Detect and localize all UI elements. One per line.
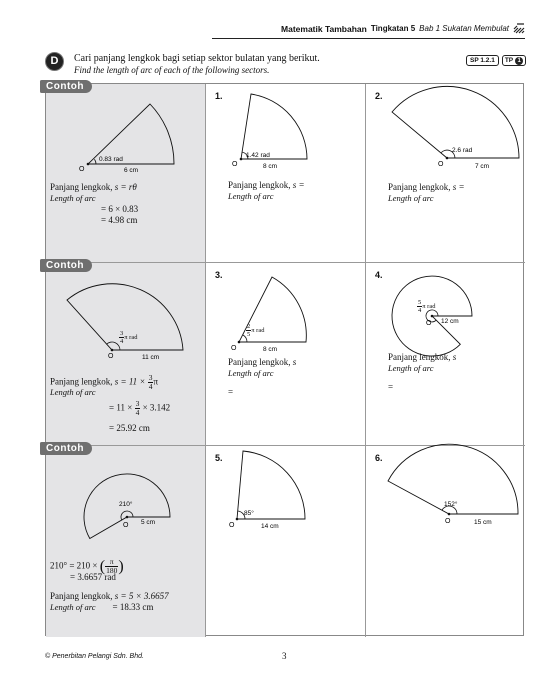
question-cell-3 bbox=[206, 263, 366, 446]
radius-label: 8 cm bbox=[263, 346, 278, 353]
angle-label: 2.6 rad bbox=[452, 147, 473, 154]
exercise-grid bbox=[45, 83, 524, 636]
center-label: O bbox=[79, 166, 85, 173]
angle-label: $\frac{3}{4}$ π rad bbox=[120, 330, 138, 345]
example-3-solution: 210° = 210 × ( $\frac{\pi}{180}$ ) = 3.6657 rad Panjang lengkok, s = 5 × 3.6657 Length of arc = 18.33 cm bbox=[50, 557, 169, 612]
radius-label: 11 cm bbox=[142, 354, 160, 361]
angle-label: 210° bbox=[119, 501, 133, 508]
question-cell-5 bbox=[206, 446, 366, 637]
question-number: 4. bbox=[375, 270, 383, 280]
center-label: O bbox=[229, 522, 235, 529]
center-label: O bbox=[232, 161, 238, 168]
question-1-answer: Panjang lengkok, s = Length of arc bbox=[228, 180, 305, 201]
question-cell-6 bbox=[366, 446, 525, 637]
question-3-answer: Panjang lengkok, s Length of arc = bbox=[228, 357, 297, 397]
sector-figure bbox=[366, 84, 525, 263]
center-label: O bbox=[438, 161, 444, 168]
angle-label: 0.83 rad bbox=[99, 156, 123, 163]
radius-label: 8 cm bbox=[263, 163, 278, 170]
question-cell-2 bbox=[366, 84, 525, 263]
header-rule bbox=[212, 38, 525, 39]
sp-code: SP 1.2.1 bbox=[466, 55, 499, 66]
angle-label: $\frac{2}{5}$ π rad bbox=[247, 323, 265, 338]
standard-tag bbox=[466, 55, 526, 66]
step-2: = 4.98 cm bbox=[101, 215, 138, 225]
arc-label-en: Length of arc bbox=[50, 193, 96, 203]
tp-label: TP bbox=[504, 57, 514, 64]
question-number: 6. bbox=[375, 453, 383, 463]
form-label: Tingkatan 5 bbox=[370, 24, 416, 33]
question-number: 3. bbox=[215, 270, 223, 280]
center-label: O bbox=[108, 353, 114, 360]
subject-title: Matematik Tambahan bbox=[281, 23, 367, 34]
formula: s = rθ bbox=[114, 182, 137, 192]
radius-label: 6 cm bbox=[124, 167, 139, 174]
step-1: = 6 × 0.83 bbox=[101, 204, 139, 214]
page-header bbox=[281, 23, 525, 34]
example-2-solution: Panjang lengkok, s = 11 × $\frac{3}{4}$ π Length of arc = 11 × $\frac{3}{4}$ × 3.142 = 25.92 cm bbox=[50, 373, 171, 433]
sector-figure bbox=[46, 84, 206, 263]
question-cell-4 bbox=[366, 263, 525, 446]
page-number: 3 bbox=[282, 651, 287, 661]
radius-label: 12 cm bbox=[441, 318, 459, 325]
radius-label: 7 cm bbox=[475, 163, 490, 170]
tp-level bbox=[502, 55, 526, 66]
center-label: O bbox=[445, 518, 451, 525]
angle-label: 85° bbox=[244, 510, 254, 517]
radius-label: 15 cm bbox=[474, 519, 492, 526]
sector-figure bbox=[206, 446, 366, 637]
center-label: O bbox=[231, 345, 237, 352]
center-label: O bbox=[123, 522, 129, 529]
contoh-tag: Contoh bbox=[40, 442, 92, 455]
question-number: 2. bbox=[375, 91, 383, 101]
instruction-malay: Cari panjang lengkok bagi setiap sektor bulatan yang berikut. bbox=[74, 53, 320, 64]
sector-figure bbox=[206, 263, 366, 446]
publisher-credit: © Penerbitan Pelangi Sdn. Bhd. bbox=[45, 653, 144, 660]
example-cell-3 bbox=[46, 443, 206, 637]
radius-label: 5 cm bbox=[141, 519, 156, 526]
arc-label-ms: Panjang lengkok, bbox=[50, 182, 113, 192]
question-cell-1 bbox=[206, 84, 366, 263]
angle-label: 1.42 rad bbox=[246, 152, 270, 159]
contoh-tag: Contoh bbox=[40, 80, 92, 93]
question-4-answer: Panjang lengkok, s Length of arc = bbox=[388, 352, 457, 392]
sector-figure bbox=[366, 446, 525, 637]
center-label: O bbox=[426, 320, 432, 327]
example-cell-1 bbox=[46, 81, 206, 263]
contoh-tag: Contoh bbox=[40, 259, 92, 272]
tp-number: 1 bbox=[515, 57, 523, 65]
instruction-english: Find the length of arc of each of the following sectors. bbox=[74, 65, 270, 75]
sector-figure bbox=[206, 84, 366, 263]
example-1-solution bbox=[50, 182, 138, 226]
example-cell-2 bbox=[46, 260, 206, 446]
radius-label: 14 cm bbox=[261, 523, 279, 530]
angle-label: $\frac{5}{4}$ π rad bbox=[418, 299, 436, 314]
question-2-answer: Panjang lengkok, s = Length of arc bbox=[388, 182, 465, 203]
section-badge: D bbox=[45, 52, 64, 71]
angle-label: 152° bbox=[444, 501, 458, 508]
book-logo-icon bbox=[513, 23, 525, 34]
chapter-label: Bab 1 Sukatan Membulat bbox=[419, 24, 509, 33]
question-number: 1. bbox=[215, 91, 223, 101]
question-number: 5. bbox=[215, 453, 223, 463]
